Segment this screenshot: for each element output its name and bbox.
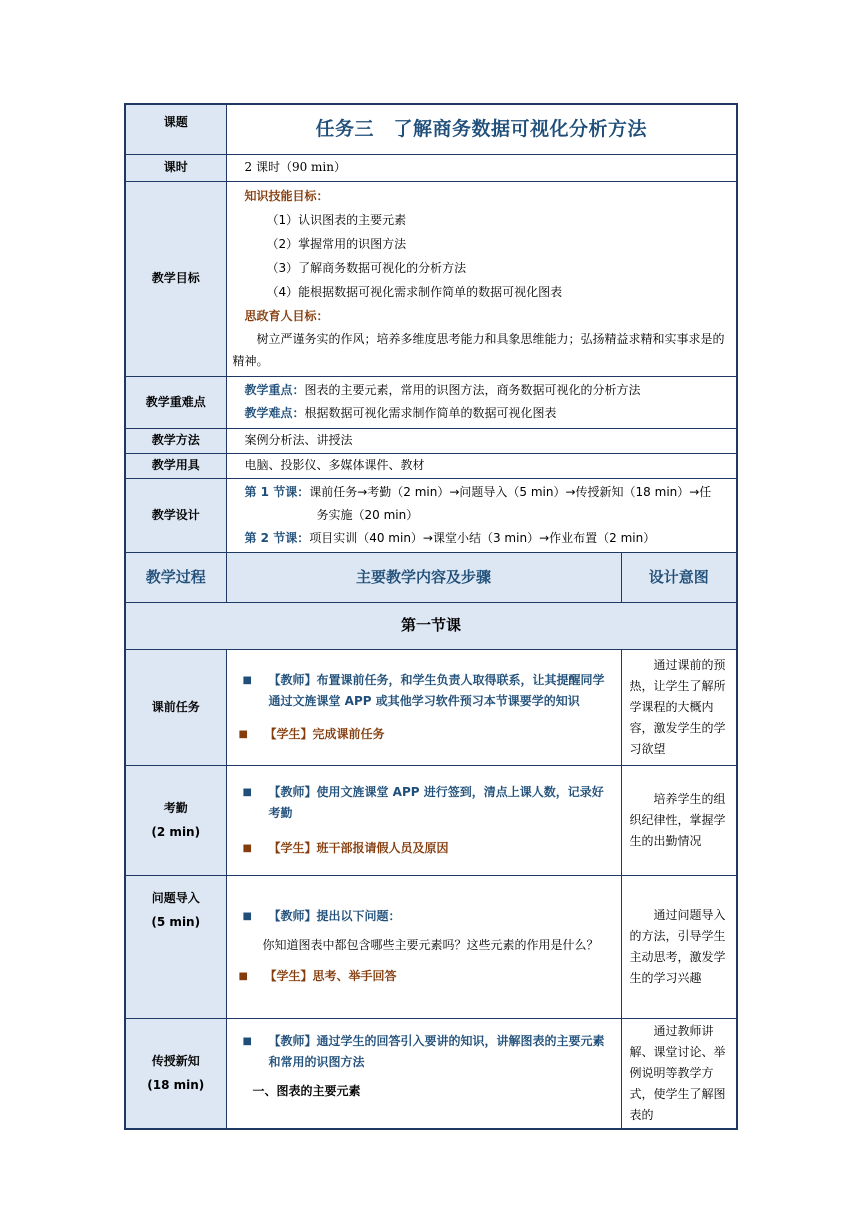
teach-content xyxy=(226,1018,621,1129)
method-row xyxy=(125,428,737,453)
tools-row xyxy=(125,453,737,478)
method-value: 案例分析法、讲授法 xyxy=(226,428,737,453)
attendance-intent: 培养学生的组织纪律性，掌握学生的出勤情况 xyxy=(621,765,737,875)
attendance-time: (2 min) xyxy=(151,825,201,839)
pre-task-label: 课前任务 xyxy=(125,649,226,765)
lesson1-line2: 务实施（20 min） xyxy=(316,507,419,522)
intro-label-cell xyxy=(125,875,226,1018)
hours-label: 课时 xyxy=(125,154,226,181)
knowledge-heading: 知识技能目标： xyxy=(244,188,329,203)
knowledge-item: （3）了解商务数据可视化的分析方法 xyxy=(266,260,467,275)
lesson2-text: 项目实训（40 min）→课堂小结（3 min）→作业布置（2 min） xyxy=(309,530,656,545)
method-label: 教学方法 xyxy=(125,428,226,453)
tools-label: 教学用具 xyxy=(125,453,226,478)
teacher-item xyxy=(239,782,613,824)
teach-subheading: 一、图表的主要元素 xyxy=(252,1083,361,1098)
student-text: 【学生】班干部报请假人员及原因 xyxy=(268,840,449,855)
title-row xyxy=(125,104,737,154)
pre-task-row xyxy=(125,649,737,765)
lesson1-label: 第 1 节课： xyxy=(244,484,310,499)
section-title: 第一节课 xyxy=(125,602,737,649)
teach-intent: 通过教师讲解、课堂讨论、举例说明等教学方式，使学生了解图表的 xyxy=(621,1018,737,1129)
teacher-text: 【教师】提出以下问题： xyxy=(268,909,401,923)
square-bullet-icon: ■ xyxy=(242,674,252,686)
difficult-point-label: 教学难点： xyxy=(244,406,305,420)
process-header-intent: 设计意图 xyxy=(621,552,737,602)
teacher-text: 【教师】通过学生的回答引入要讲的知识，讲解图表的主要元素和常用的识图方法 xyxy=(268,1033,605,1069)
design-content xyxy=(226,478,737,552)
lesson-plan-sheet xyxy=(124,103,736,1130)
square-bullet-icon: ■ xyxy=(242,842,252,854)
keypoints-content xyxy=(226,376,737,428)
square-bullet-icon: ■ xyxy=(238,728,248,740)
student-text: 【学生】完成课前任务 xyxy=(264,726,385,741)
section-row xyxy=(125,602,737,649)
student-item xyxy=(239,838,613,859)
intro-content xyxy=(226,875,621,1018)
square-bullet-icon: ■ xyxy=(238,971,248,982)
square-bullet-icon: ■ xyxy=(242,1035,252,1047)
teacher-item xyxy=(239,906,613,927)
student-item xyxy=(239,724,613,745)
intro-intent: 通过问题导入的方法，引导学生主动思考，激发学生的学习兴趣 xyxy=(621,875,737,1018)
attendance-label-cell xyxy=(125,765,226,875)
lesson2-label: 第 2 节课： xyxy=(244,530,310,545)
square-bullet-icon: ■ xyxy=(242,911,252,922)
objectives-content xyxy=(226,181,737,376)
pre-task-content xyxy=(226,649,621,765)
keypoints-row xyxy=(125,376,737,428)
design-label: 教学设计 xyxy=(125,478,226,552)
page-title: 任务三 了解商务数据可视化分析方法 xyxy=(226,104,737,154)
process-header-row xyxy=(125,552,737,602)
knowledge-item: （4）能根据数据可视化需求制作简单的数据可视化图表 xyxy=(266,284,563,299)
design-row xyxy=(125,478,737,552)
lesson-plan-table xyxy=(124,103,738,1130)
hours-value: 2 课时（90 min） xyxy=(226,154,737,181)
process-header-stage: 教学过程 xyxy=(125,552,226,602)
teacher-text: 【教师】使用文旌课堂 APP 进行签到，清点上课人数，记录好考勤 xyxy=(268,784,604,820)
knowledge-item: （1）认识图表的主要元素 xyxy=(266,212,407,227)
attendance-content xyxy=(226,765,621,875)
student-text: 【学生】思考、举手回答 xyxy=(264,969,397,983)
ideology-heading: 思政育人目标： xyxy=(244,308,329,323)
difficult-point-text: 根据数据可视化需求制作简单的数据可视化图表 xyxy=(304,406,557,420)
objectives-row xyxy=(125,181,737,376)
ideology-text: 树立严谨务实的作风；培养多维度思考能力和具象思维能力；弘扬精益求精和实事求是的精神。 xyxy=(232,331,725,368)
key-point xyxy=(245,379,731,402)
knowledge-item: （2）掌握常用的识图方法 xyxy=(266,236,407,251)
key-point-text: 图表的主要元素，常用的识图方法，商务数据可视化的分析方法 xyxy=(304,383,641,397)
teach-time: (18 min) xyxy=(147,1078,205,1092)
teacher-item xyxy=(239,1031,613,1073)
teacher-item xyxy=(239,670,613,712)
difficult-point xyxy=(245,402,731,425)
key-point-label: 教学重点： xyxy=(244,383,305,397)
intro-row xyxy=(125,875,737,1018)
teach-label-cell xyxy=(125,1018,226,1129)
title-label: 课题 xyxy=(125,104,226,154)
tools-value: 电脑、投影仪、多媒体课件、教材 xyxy=(226,453,737,478)
keypoints-label: 教学重难点 xyxy=(125,376,226,428)
student-item xyxy=(239,966,613,987)
intro-label: 问题导入 xyxy=(151,890,200,905)
square-bullet-icon: ■ xyxy=(242,786,252,798)
teacher-text: 【教师】布置课前任务，和学生负责人取得联系，让其提醒同学通过文旌课堂 APP 或其他学习软件预习本节课要学的知识 xyxy=(268,672,605,708)
attendance-label: 考勤 xyxy=(163,801,188,815)
intro-question: 你知道图表中都包含哪些主要元素吗？这些元素的作用是什么？ xyxy=(262,938,599,952)
lesson1-line xyxy=(245,481,731,504)
teach-label: 传授新知 xyxy=(151,1054,200,1068)
objectives-label: 教学目标 xyxy=(125,181,226,376)
lesson2-line xyxy=(245,527,731,550)
attendance-row xyxy=(125,765,737,875)
pre-task-intent: 通过课前的预热，让学生了解所学课程的大概内容，激发学生的学习欲望 xyxy=(621,649,737,765)
intro-time: (5 min) xyxy=(151,914,201,929)
hours-row xyxy=(125,154,737,181)
lesson1-text: 课前任务→考勤（2 min）→问题导入（5 min）→传授新知（18 min）→任 xyxy=(309,484,712,499)
teach-row xyxy=(125,1018,737,1129)
process-header-content: 主要教学内容及步骤 xyxy=(226,552,621,602)
